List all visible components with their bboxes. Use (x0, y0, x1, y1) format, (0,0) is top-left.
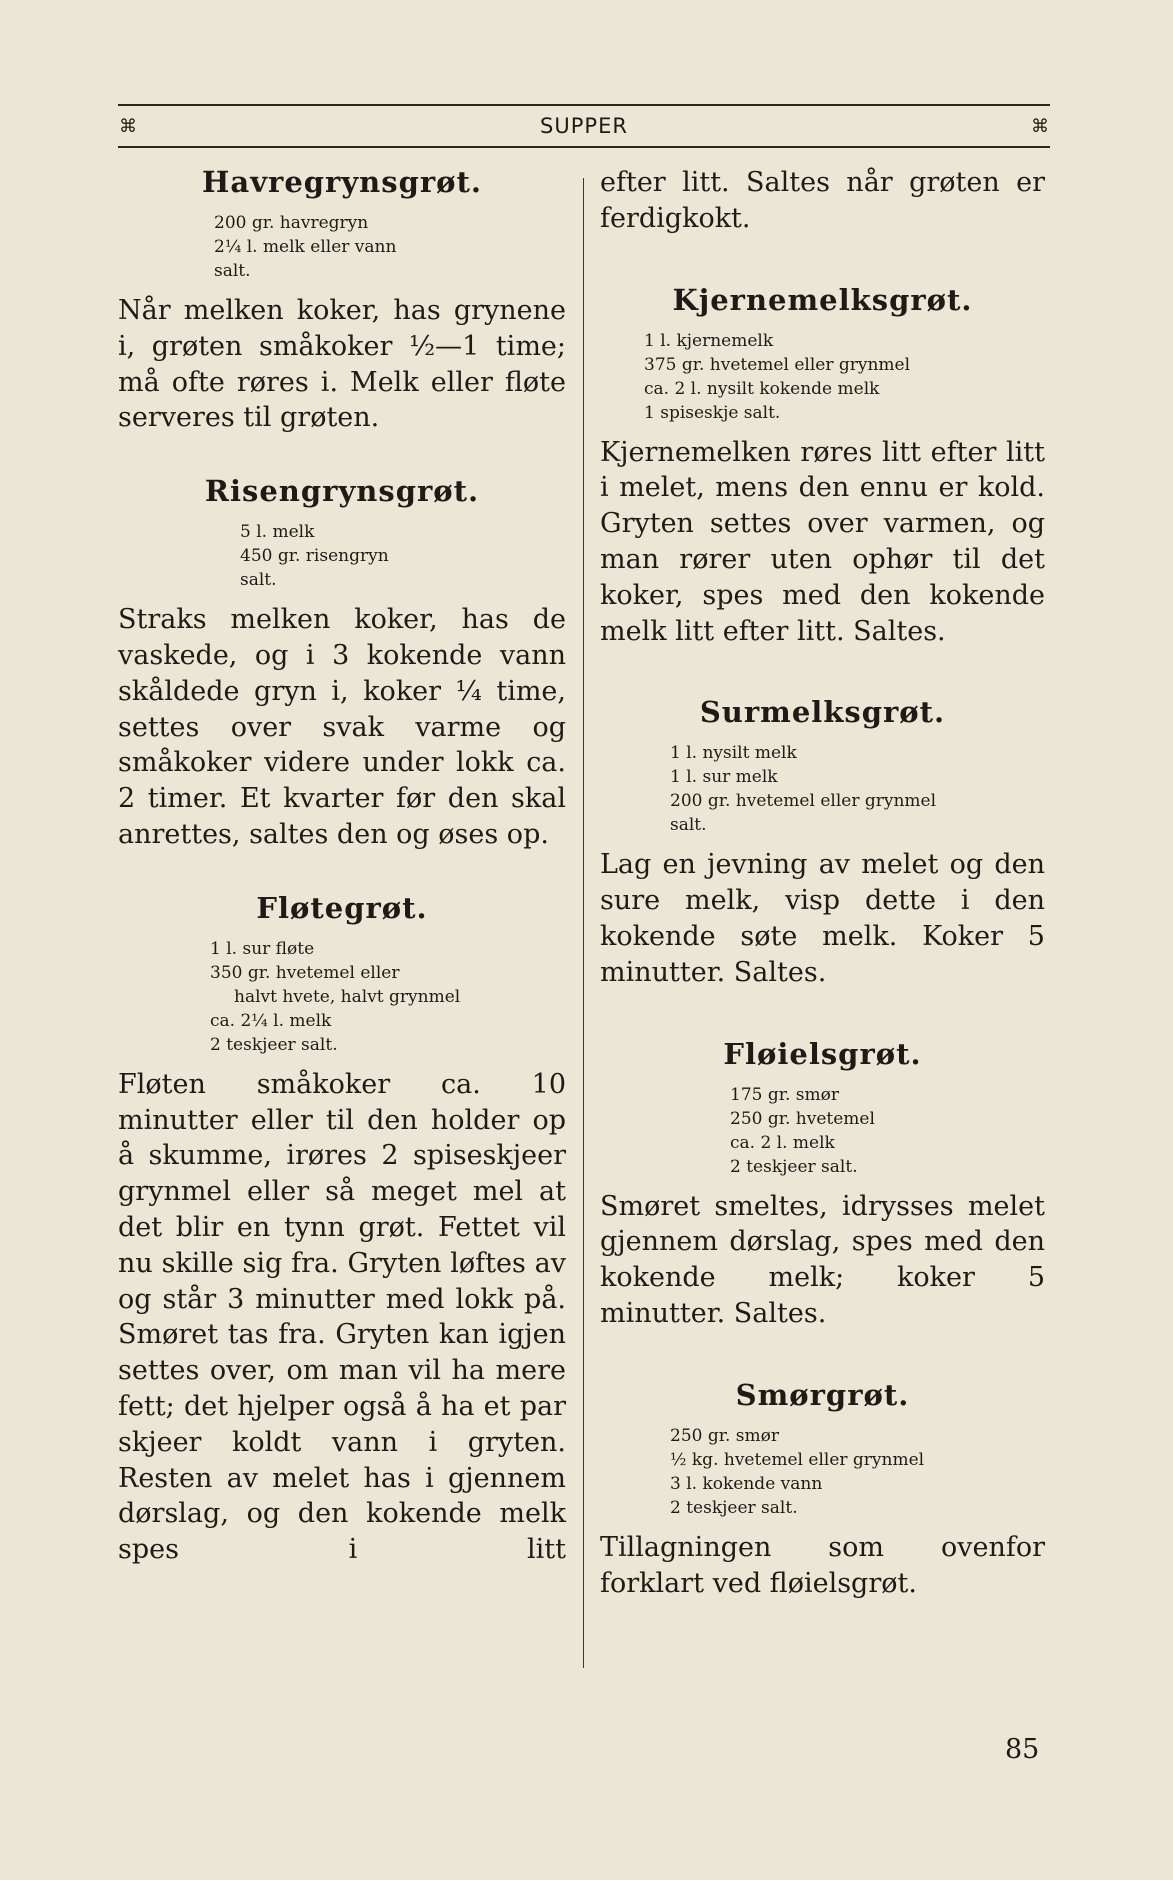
ingredient-line: 375 gr. hvetemel eller grynmel (644, 354, 911, 375)
ornament-icon: ⌘ (119, 115, 137, 137)
ingredient-list (670, 1424, 1045, 1520)
page-number: 85 (1005, 1734, 1040, 1765)
ingredient-line: salt. (214, 261, 251, 281)
recipe-title: Fløtegrøt. (256, 890, 428, 925)
recipe-smorgrot (600, 1378, 1045, 1602)
ingredient-list (210, 937, 566, 1057)
ingredient-line: salt. (670, 815, 707, 836)
ingredient-list (670, 741, 1045, 837)
ingredient-line: 2 teskjeer salt. (210, 1034, 338, 1055)
ingredient-line: 350 gr. hvetemel eller (210, 962, 400, 983)
recipe-risengrynsgrot (118, 474, 566, 853)
recipe-instructions: Lag en jevning av melet og den sure melk, visp dette i den kokende søte melk. Koker 5 minutter. Saltes. (600, 849, 1045, 988)
recipe-title: Smørgrøt. (735, 1377, 910, 1412)
ingredient-line: 1 l. sur fløte (210, 938, 315, 959)
right-column (600, 165, 1045, 1601)
ingredient-line: 450 gr. risengryn (240, 546, 389, 567)
ingredient-list (644, 329, 1045, 425)
ingredient-line: ca. 2 l. melk (730, 1132, 835, 1153)
left-column (118, 165, 566, 1568)
ingredient-list (240, 520, 566, 592)
recipe-instructions: Tillagningen som ovenfor forklart ved fløielsgrøt. (600, 1531, 1045, 1599)
recipe-surmelksgrot (600, 695, 1045, 990)
ingredient-line: 1 l. sur melk (670, 767, 778, 788)
ingredient-line: ½ kg. hvetemel eller grynmel (670, 1449, 925, 1470)
recipe-title: Surmelksgrøt. (699, 695, 946, 730)
recipe-flotegrot (118, 891, 566, 1568)
ingredient-line: 200 gr. hvetemel eller grynmel (670, 791, 937, 812)
running-header (118, 104, 1050, 148)
section-title: SUPPER (540, 114, 628, 138)
recipe-title: Risengrynsgrøt. (204, 474, 480, 509)
recipe-title: Havregrynsgrøt. (202, 165, 482, 199)
ingredient-line: 2 teskjeer salt. (670, 1497, 798, 1518)
recipe-title: Kjernemelksgrøt. (672, 282, 973, 317)
ingredient-line: 1 spiseskje salt. (644, 402, 781, 423)
recipe-floielsgrot (600, 1037, 1045, 1332)
ingredient-line: 250 gr. smør (670, 1425, 780, 1446)
continued-text: efter litt. Saltes når grøten er ferdigkokt. (600, 167, 1045, 234)
ornament-icon: ⌘ (1031, 115, 1049, 137)
ingredient-line: 175 gr. smør (730, 1084, 840, 1105)
ingredient-line: salt. (240, 570, 277, 591)
recipe-instructions: Når melken koker, has grynene i, grøten småkoker ½—1 time; må ofte røres i. Melk eller fløte serveres til grøten. (118, 295, 566, 434)
recipe-instructions: Kjernemelken røres litt efter litt i melet, mens den ennu er kold. Gryten settes over varmen, og man rører uten ophør til det koker, spes med den kokende melk litt efter litt. Saltes. (600, 436, 1045, 647)
ingredient-line: halvt hvete, halvt grynmel (234, 986, 461, 1007)
ingredient-line: 2 teskjeer salt. (730, 1156, 858, 1177)
ingredient-line: ca. 2 l. nysilt kokende melk (644, 378, 880, 399)
ingredient-line: 200 gr. havregryn (214, 213, 369, 233)
recipe-havregrynsgrot (118, 165, 566, 436)
ingredient-list (730, 1083, 1045, 1179)
ingredient-line: 5 l. melk (240, 522, 315, 543)
ingredient-line: 1 l. kjernemelk (644, 330, 774, 351)
ingredient-list (214, 211, 566, 283)
recipe-kjernemelksgrot (600, 283, 1045, 650)
ingredient-line: 250 gr. hvetemel (730, 1108, 875, 1129)
recipe-title: Fløielsgrøt. (723, 1036, 922, 1071)
ingredient-line: 3 l. kokende vann (670, 1473, 823, 1494)
ingredient-line: 2¼ l. melk eller vann (214, 237, 397, 257)
column-divider (583, 178, 584, 1668)
ingredient-line: 1 l. nysilt melk (670, 743, 797, 764)
recipe-instructions: Straks melken koker, has de vaskede, og i 3 kokende vann skåldede gryn i, koker ¼ time, settes over svak varme og småkoker videre under lokk ca. 2 timer. Et kvarter før den skal anrettes, saltes den og øses op. (118, 604, 566, 850)
recipe-instructions: Fløten småkoker ca. 10 minutter eller til den holder op å skumme, irøres 2 spiseskjeer grynmel eller så meget mel at det blir en tynn grøt. Fettet vil nu skille sig fra. Gryten løftes av og står 3 minutter med lokk på. Smøret tas fra. Gryten kan igjen settes over, om man vil ha mere fett; det hjelper også å ha et par skjeer koldt vann i gryten. Resten av melet has i gjennem dørslag, og den kokende melk spes i litt (118, 1068, 566, 1566)
ingredient-line: ca. 2¼ l. melk (210, 1010, 332, 1031)
recipe-instructions: Smøret smeltes, idrysses melet gjennem dørslag, spes med den kokende melk; koker 5 minutter. Saltes. (600, 1190, 1045, 1329)
